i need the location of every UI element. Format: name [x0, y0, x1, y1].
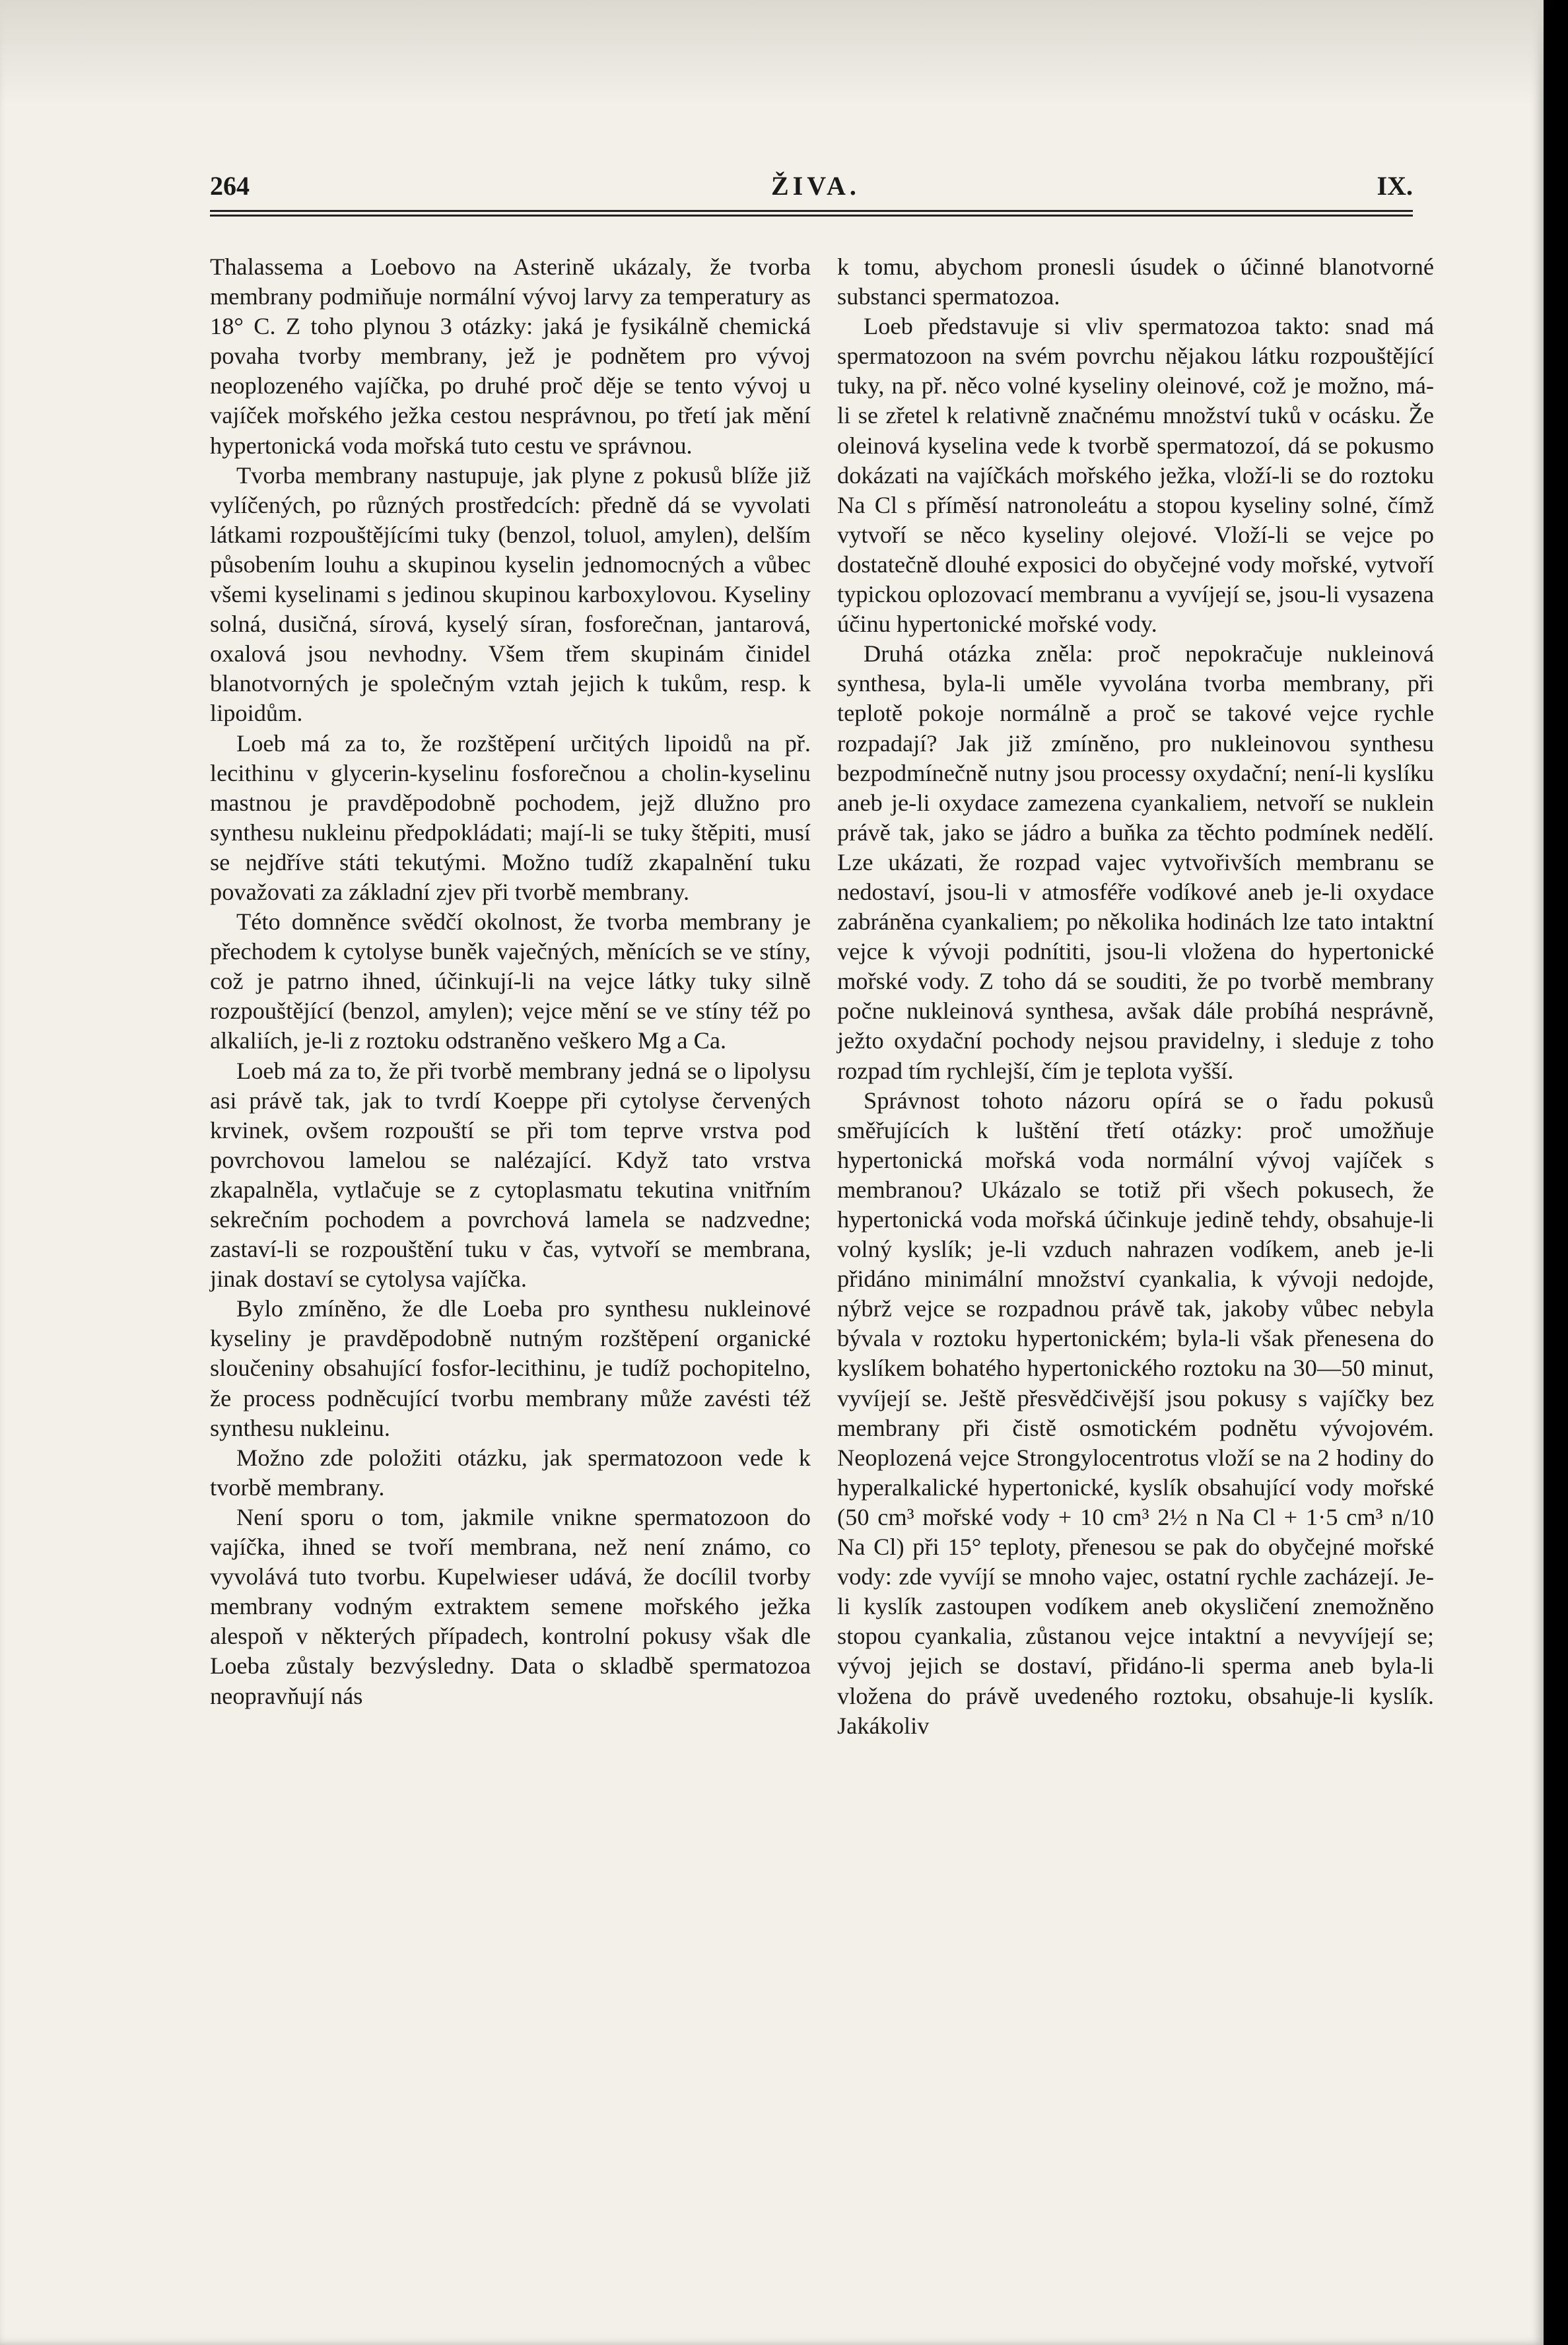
paragraph: Druhá otázka zněla: proč nepokračuje nukleinová synthesa, byla-li uměle vyvolána tvorba membrany, při teplotě pokoje normálně a proč se takové vejce rychle rozpadají? Jak již zmíněno, pro nukleinovou synthesu bezpodmínečně nutny jsou processy oxydační; není-li kyslíku aneb je-li oxydace zamezena cyankaliem, netvoří se nuklein právě tak, jako se jádro a buňka za těchto podmínek nedělí. Lze ukázati, že rozpad vajec vytvořivších membranu se nedostaví, jsou-li v atmosféře vodíkové aneb je-li oxydace zabráněna cyankaliem; po několika hodinách lze tato intaktní vejce k vývoji podnítiti, jsou-li vložena do hypertonické mořské vody. Z toho dá se souditi, že po tvorbě membrany počne nukleinová synthesa, avšak dále probíhá nesprávně, ježto oxydační pochody nejsou pravidelny, i sleduje z toho rozpad tím rychlejší, čím je teplota vyšší.: [837, 640, 1434, 1084]
running-header: [210, 170, 1413, 203]
journal-title: ŽIVA.: [771, 171, 860, 201]
paragraph: Správnost tohoto názoru opírá se o řadu pokusů směřujících k luštění třetí otázky: proč umožňuje hypertonická mořská voda normální vývoj vajíček s membranou? Ukázalo se totiž při všech pokusech, že hypertonická voda mořská účinkuje jedině tehdy, obsahuje-li volný kyslík; je-li vzduch nahrazen vodíkem, aneb je-li přidáno minimální množství cyankalia, k vývoji nedojde, nýbrž vejce se rozpadnou právě tak, jakoby vůbec nebyla bývala v roztoku hypertonickém; byla-li však přenesena do kyslíkem bohatého hypertonického roztoku na 30—50 minut, vyvíjejí se. Ještě přesvědčivější jsou pokusy s vajíčky bez membrany při čistě osmotickém podnětu vývojovém. Neoplozená vejce Strongylocentrotus vloží se na 2 hodiny do hyperalkalické hypertonické, kyslík obsahující vody mořské (50 cm³ mořské vody + 10 cm³ 2½ n Na Cl + 1·5 cm³ n/10 Na Cl) při 15° teploty, přenesou se pak do obyčejné mořské vody: zde vyvíjí se mnoho vajec, ostatní rychle zacházejí. Je-li kyslík zastoupen vodíkem aneb okysličení znemožněno stopou cyankalia, zůstanou vejce intaktní a nevyvíjejí se; vývoj jejich se dostaví, přidáno-li sperma aneb byla-li vložena do právě uvedeného roztoku, obsahuje-li kyslík. Jakákoliv: [837, 1087, 1434, 1739]
page-number: 264: [210, 171, 250, 201]
paragraph: Tvorba membrany nastupuje, jak plyne z pokusů blíže již vylíčených, po různých prostředcích: předně dá se vyvolati látkami rozpouštějícími tuky (benzol, toluol, amylen), delším působením louhu a skupinou kyselin jednomocných a vůbec všemi kyselinami s jedinou skupinou karboxylovou. Kyseliny solná, dusičná, sírová, kyselý síran, fosforečnan, jantarová, oxalová jsou nevhodny. Všem třem skupinám činidel blanotvorných je společným vztah jejich k tukům, resp. k lipoidům.: [210, 461, 811, 727]
paragraph: Thalassema a Loebovo na Asterině ukázaly, že tvorba membrany podmiňuje normální vývoj larvy za temperatury as 18° C. Z toho plynou 3 otázky: jaká je fysikálně chemická povaha tvorby membrany, jež je podnětem pro vývoj neoplozeného vajíčka, po druhé proč děje se tento vývoj u vajíček mořského ježka cestou nesprávnou, po třetí jak mění hypertonická voda mořská tuto cestu ve správnou.: [210, 254, 811, 459]
paragraph: k tomu, abychom pronesli úsudek o účinné blanotvorné substanci spermatozoa.: [837, 254, 1434, 310]
paragraph: Této domněnce svědčí okolnost, že tvorba membrany je přechodem k cytolyse buněk vaječných, měnících se ve stíny, což je patrno ihned, účinkují-li na vejce látky tuky silně rozpouštějící (benzol, amylen); vejce mění se ve stíny též po alkaliích, je-li z roztoku odstraněno veškero Mg a Ca.: [210, 908, 811, 1054]
header-double-rule: [210, 210, 1413, 217]
paragraph: Možno zde položiti otázku, jak spermatozoon vede k tvorbě membrany.: [210, 1444, 811, 1501]
right-column: [837, 252, 1434, 2286]
paragraph: Není sporu o tom, jakmile vnikne spermatozoon do vajíčka, ihned se tvoří membrana, než není známo, co vyvolává tuto tvorbu. Kupelwieser udává, že docílil tvorby membrany vodným extraktem semene mořského ježka alespoň v některých případech, kontrolní pokusy však dle Loeba zůstaly bezvýsledny. Data o skladbě spermatozoa neopravňují nás: [210, 1503, 811, 1709]
scan-shadow: [0, 0, 1544, 106]
paragraph: Loeb představuje si vliv spermatozoa takto: snad má spermatozoon na svém povrchu nějakou látku rozpouštějící tuky, na př. něco volné kyseliny oleinové, což je možno, má-li se zřetel k relativně značnému množství tuků v ocásku. Že oleinová kyselina vede k tvorbě spermatozoí, dá se pokusmo dokázati na vajíčkách mořského ježka, vloží-li se do roztoku Na Cl s příměsí natronoleátu a stopou kyseliny solné, čímž vytvoří se něco kyseliny olejové. Vloží-li se vejce po dostatečně dlouhé exposici do obyčejné vody mořské, vytvoří typickou oplozovací membranu a vyvíjejí se, jsou-li vysazena účinu hypertonické mořské vody.: [837, 313, 1434, 638]
paragraph: Loeb má za to, že rozštěpení určitých lipoidů na př. lecithinu v glycerin-kyselinu fosforečnou a cholin-kyselinu mastnou je pravděpodobně pochodem, jejž dlužno pro synthesu nukleinu předpokládati; mají-li se tuky štěpiti, musí se nejdříve státi tekutými. Možno tudíž zkapalnění tuku považovati za základní zjev při tvorbě membrany.: [210, 730, 811, 905]
paragraph: Bylo zmíněno, že dle Loeba pro synthesu nukleinové kyseliny je pravděpodobně nutným rozštěpení organické sloučeniny obsahující fosfor-lecithinu, je tudíž pochopitelno, že process podněcující tvorbu membrany může zavésti též synthesu nukleinu.: [210, 1295, 811, 1441]
left-column: [210, 252, 811, 2286]
paragraph: Loeb má za to, že při tvorbě membrany jedná se o lipolysu asi právě tak, jak to tvrdí Koeppe při cytolyse červených krvinek, ovšem rozpouští se při tom teprve vrstva pod povrchovou lamelou se nalézající. Když tato vrstva zkapalněla, vytlačuje se z cytoplasmatu tekutina vnitřním sekrečním pochodem a povrchová lamela se nadzvedne; zastaví-li se rozpouštění tuku v čas, vytvoří se membrana, jinak dostaví se cytolysa vajíčka.: [210, 1057, 811, 1293]
volume-number: IX.: [1377, 171, 1413, 201]
